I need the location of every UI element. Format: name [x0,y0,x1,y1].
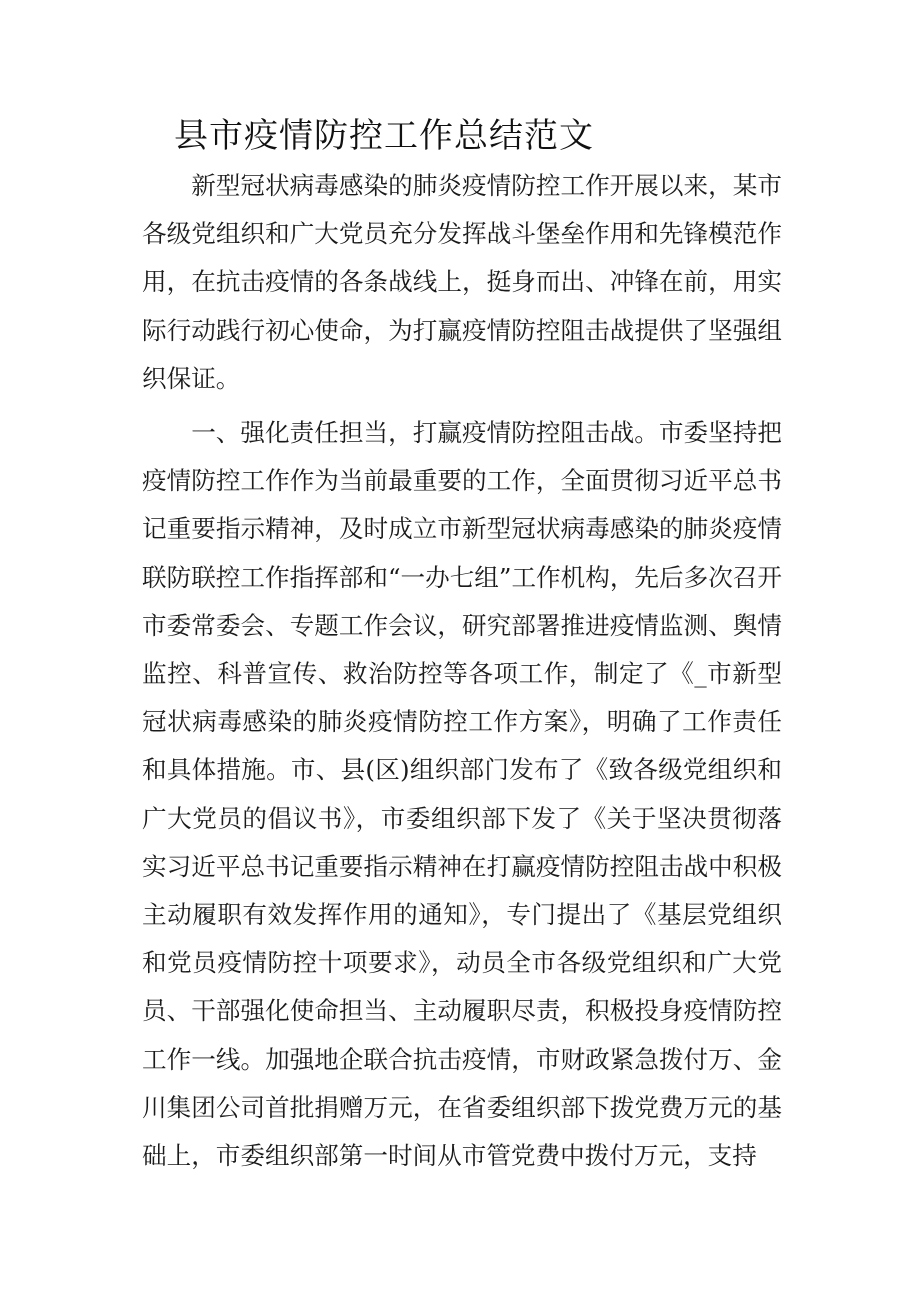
document-body [142,162,782,1180]
document-title: 县市疫情防控工作总结范文 [174,116,594,156]
paragraph-intro: 新型冠状病毒感染的肺炎疫情防控工作开展以来，某市各级党组织和广大党员充分发挥战斗堡垒作用和先锋模范作用，在抗击疫情的各条战线上，挺身而出、冲锋在前，用实际行动践行初心使命，为打赢疫情防控阻击战提供了坚强组织保证。 [142,171,782,393]
paragraph-section-one: 一、强化责任担当，打赢疫情防控阻击战。市委坚持把疫情防控工作作为当前最重要的工作，全面贯彻习近平总书记重要指示精神，及时成立市新型冠状病毒感染的肺炎疫情联防联控工作指挥部和“一办七组”工作机构，先后多次召开市委常委会、专题工作会议，研究部署推进疫情监测、舆情监控、科普宣传、救治防控等各项工作，制定了《_市新型冠状病毒感染的肺炎疫情防控工作方案》，明确了工作责任和具体措施。市、县(区)组织部门发布了《致各级党组织和广大党员的倡议书》，市委组织部下发了《关于坚决贯彻落实习近平总书记重要指示精神在打赢疫情防控阻击战中积极主动履职有效发挥作用的通知》，专门提出了《基层党组织和党员疫情防控十项要求》，动员全市各级党组织和广大党员、干部强化使命担当、主动履职尽责，积极投身疫情防控工作一线。加强地企联合抗击疫情，市财政紧急拨付万、金川集团公司首批捐赠万元，在省委组织部下拨党费万元的基础上，市委组织部第一时间从市管党费中拨付万元，支持 [142,418,782,1171]
